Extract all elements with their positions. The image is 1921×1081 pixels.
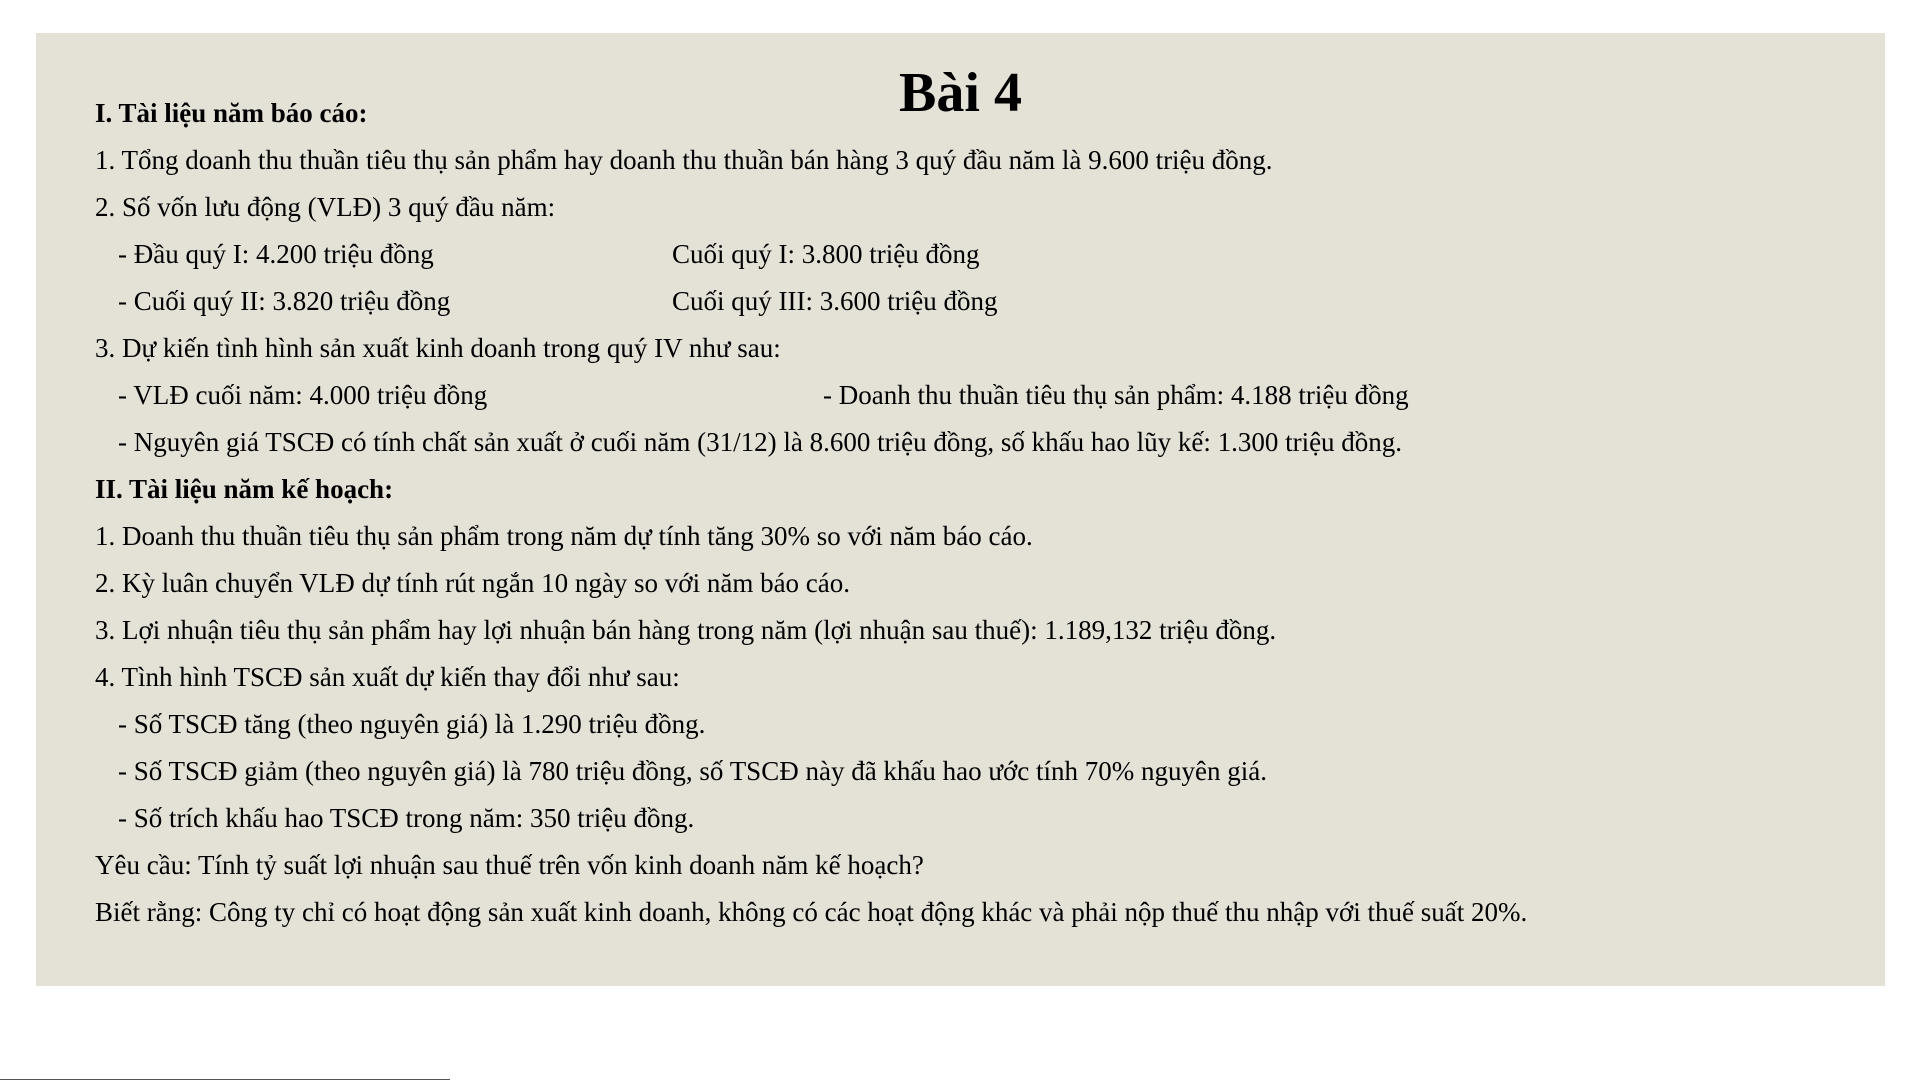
section-2-item-1: 1. Doanh thu thuần tiêu thụ sản phẩm trong năm dự tính tăng 30% so với năm báo cáo. (95, 521, 1033, 551)
section-1-item-2-b-right: Cuối quý III: 3.600 triệu đồng (672, 286, 998, 316)
section-1-heading: I. Tài liệu năm báo cáo: (95, 98, 368, 128)
section-1-item-2-a-left: - Đầu quý I: 4.200 triệu đồng (118, 239, 434, 269)
slide (36, 33, 1885, 986)
section-2-heading: II. Tài liệu năm kế hoạch: (95, 474, 394, 504)
section-1-item-2: 2. Số vốn lưu động (VLĐ) 3 quý đầu năm: (95, 192, 556, 222)
note-text: Biết rằng: Công ty chỉ có hoạt động sản xuất kinh doanh, không có các hoạt động khác và phải nộp thuế thu nhập với thuế suất 20%. (95, 897, 1528, 927)
section-1-item-3-a-right: - Doanh thu thuần tiêu thụ sản phẩm: 4.188 triệu đồng (823, 380, 1409, 410)
section-1-item-3-a-left: - VLĐ cuối năm: 4.000 triệu đồng (118, 380, 488, 410)
section-2-item-4: 4. Tình hình TSCĐ sản xuất dự kiến thay đổi như sau: (95, 662, 680, 692)
page-title: Bài 4 (899, 62, 1022, 124)
section-1-item-3: 3. Dự kiến tình hình sản xuất kinh doanh trong quý IV như sau: (95, 333, 781, 363)
section-2-item-4-a: - Số TSCĐ tăng (theo nguyên giá) là 1.290 triệu đồng. (118, 709, 706, 739)
section-2-item-4-c: - Số trích khấu hao TSCĐ trong năm: 350 triệu đồng. (118, 803, 695, 833)
section-2-item-2: 2. Kỳ luân chuyển VLĐ dự tính rút ngắn 10 ngày so với năm báo cáo. (95, 568, 851, 598)
section-1-item-2-b-left: - Cuối quý II: 3.820 triệu đồng (118, 286, 451, 316)
section-2-item-4-b: - Số TSCĐ giảm (theo nguyên giá) là 780 triệu đồng, số TSCĐ này đã khấu hao ước tính 70% nguyên giá. (118, 756, 1268, 786)
section-1-item-1: 1. Tổng doanh thu thuần tiêu thụ sản phẩm hay doanh thu thuần bán hàng 3 quý đầu năm là 9.600 triệu đồng. (95, 145, 1273, 175)
section-1-item-2-a-right: Cuối quý I: 3.800 triệu đồng (672, 239, 980, 269)
section-2-item-3: 3. Lợi nhuận tiêu thụ sản phẩm hay lợi nhuận bán hàng trong năm (lợi nhuận sau thuế): 1.189,132 triệu đồng. (95, 615, 1277, 645)
footer-divider (0, 1079, 450, 1080)
requirement-text: Yêu cầu: Tính tỷ suất lợi nhuận sau thuế trên vốn kinh doanh năm kế hoạch? (95, 850, 924, 880)
section-1-item-3-b: - Nguyên giá TSCĐ có tính chất sản xuất ở cuối năm (31/12) là 8.600 triệu đồng, số khấu hao lũy kế: 1.300 triệu đồng. (118, 427, 1403, 457)
